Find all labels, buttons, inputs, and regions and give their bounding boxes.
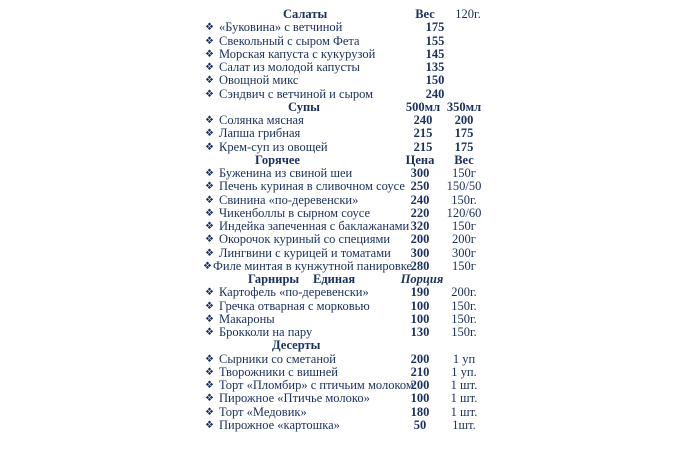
item-value-1: 190 — [410, 285, 430, 300]
item-name: Торт «Пломбир» с птичьим молоком — [219, 378, 414, 392]
menu-item — [0, 220, 680, 233]
menu-item — [0, 286, 680, 299]
bullet-icon: ❖ — [205, 88, 214, 100]
item-value-1: 300 — [410, 245, 430, 260]
item-value-2: 150г — [452, 219, 476, 233]
item-value-1: 155 — [425, 33, 445, 48]
item-value-2: 200 — [454, 113, 474, 127]
item-name: Овощной микс — [219, 73, 299, 88]
item-name: Сэндвич с ветчиной и сыром — [219, 86, 374, 101]
menu-item — [0, 114, 680, 127]
item-name: Салат из молодой капусты — [219, 60, 360, 74]
item-value-1: 240 — [413, 113, 433, 127]
item-value-1: 100 — [410, 298, 430, 313]
menu-item — [0, 247, 680, 260]
item-name: Чикенболлы в сырном соусе — [219, 205, 371, 220]
bullet-icon: ❖ — [205, 406, 214, 418]
item-value-1: 100 — [410, 311, 430, 326]
bullet-icon: ❖ — [205, 48, 214, 60]
item-value-1: 215 — [413, 139, 433, 154]
item-value-1: 200 — [410, 232, 430, 247]
item-name: Индейка запеченная с баклажанами — [219, 219, 410, 233]
item-value-2: 300г — [452, 245, 476, 260]
bullet-icon: ❖ — [205, 35, 214, 47]
bullet-icon: ❖ — [205, 419, 214, 431]
item-value-2: 175 — [454, 139, 474, 154]
item-value-2: 1 шт. — [450, 404, 478, 419]
item-name: Творожники с вишней — [219, 364, 338, 379]
bullet-icon: ❖ — [205, 287, 214, 299]
item-value-1: 210 — [410, 364, 430, 379]
item-name: Печень куриная в сливочном соусе — [219, 179, 405, 194]
column-header-1: Порция — [400, 272, 444, 286]
item-value-1: 175 — [425, 20, 445, 35]
bullet-icon: ❖ — [205, 366, 214, 378]
menu-item — [0, 141, 680, 154]
menu-item — [0, 313, 680, 326]
bullet-icon: ❖ — [205, 353, 214, 365]
section-title: Салаты — [283, 7, 328, 21]
item-value-1: 135 — [425, 60, 445, 74]
menu-item — [0, 194, 680, 207]
item-value-1: 300 — [410, 166, 430, 180]
menu-item — [0, 61, 680, 74]
section-title: Супы — [288, 99, 320, 114]
item-value-2: 1шт. — [452, 417, 476, 432]
item-name: Крем-суп из овощей — [219, 139, 328, 154]
item-name: Картофель «по-деревенски» — [219, 285, 369, 300]
bullet-icon: ❖ — [205, 207, 214, 219]
bullet-icon: ❖ — [205, 393, 214, 405]
item-name: Морская капуста с кукурузой — [219, 46, 376, 61]
item-value-1: 215 — [413, 126, 433, 141]
menu-item — [0, 419, 680, 432]
item-name: Брокколи на пару — [219, 325, 313, 339]
column-header-2: Вес — [454, 152, 474, 167]
section-header-hot — [0, 154, 680, 167]
section-header-desserts — [0, 339, 680, 352]
column-header-1: Вес — [415, 7, 435, 21]
item-value-1: 130 — [410, 325, 430, 339]
column-header-1: Цена — [405, 152, 435, 167]
item-name: Торт «Медовик» — [219, 404, 307, 419]
bullet-icon: ❖ — [203, 260, 212, 272]
bullet-icon: ❖ — [205, 168, 214, 179]
item-name: «Буковина» с ветчиной — [219, 20, 343, 35]
menu-item — [0, 326, 680, 339]
item-name: Сырники со сметаной — [219, 351, 336, 366]
item-value-2: 150г. — [451, 192, 477, 207]
item-name: Окорочок куриный со специями — [219, 232, 391, 247]
item-value-1: 200 — [410, 378, 430, 392]
column-header-1: 500мл — [405, 99, 441, 114]
section-header-salads — [0, 8, 680, 21]
menu-item — [0, 300, 680, 313]
section-title: Горячее — [255, 152, 300, 167]
bullet-icon: ❖ — [205, 313, 214, 325]
item-value-2: 150г. — [451, 311, 477, 326]
item-name: Солянка мясная — [219, 113, 304, 127]
menu-item — [0, 207, 680, 220]
item-value-2: 120/60 — [446, 205, 482, 220]
item-value-1: 220 — [410, 205, 430, 220]
item-value-2: 1 уп — [452, 351, 476, 366]
bullet-icon: ❖ — [205, 62, 214, 73]
section-header-garnish — [0, 273, 680, 286]
item-value-1: 320 — [410, 219, 430, 233]
bullet-icon: ❖ — [205, 380, 214, 391]
item-value-2: 150г — [452, 258, 476, 273]
bullet-icon: ❖ — [205, 221, 214, 232]
menu-item — [0, 260, 680, 273]
bullet-icon: ❖ — [205, 327, 214, 338]
item-value-2: 150г — [452, 166, 476, 180]
item-value-1: 145 — [425, 46, 445, 61]
menu-item — [0, 21, 680, 34]
bullet-icon: ❖ — [205, 22, 214, 34]
column-header-2: 350мл — [446, 99, 482, 114]
item-name: Пирожное «картошка» — [219, 417, 340, 432]
menu-item — [0, 180, 680, 193]
section-header-soups — [0, 101, 680, 114]
menu-item — [0, 233, 680, 246]
bullet-icon: ❖ — [205, 75, 214, 87]
item-name: Лингвини с курицей и томатами — [219, 245, 391, 260]
menu-item — [0, 406, 680, 419]
bullet-icon: ❖ — [205, 247, 214, 259]
item-value-2: 200г — [452, 232, 476, 247]
section-title-2: Единая — [313, 272, 356, 286]
item-name: Филе минтая в кунжутной панировке — [213, 258, 413, 273]
item-value-2: 150г. — [451, 298, 477, 313]
menu-item — [0, 379, 680, 392]
item-value-2: 150/50 — [446, 179, 482, 194]
bullet-icon: ❖ — [205, 141, 214, 153]
item-value-2: 1 уп. — [451, 364, 477, 379]
item-name: Пирожное «Птичье молоко» — [219, 391, 370, 406]
item-name: Макароны — [219, 311, 275, 326]
menu-item — [0, 35, 680, 48]
section-title: Гарниры — [248, 272, 300, 286]
menu-item — [0, 167, 680, 180]
item-name: Буженина из свиной шеи — [219, 166, 353, 180]
item-value-1: 240 — [425, 86, 445, 101]
item-value-1: 50 — [413, 417, 427, 432]
bullet-icon: ❖ — [205, 300, 214, 312]
section-title: Десерты — [272, 338, 321, 353]
item-value-2: 1 шт. — [450, 391, 478, 406]
item-value-2: 175 — [454, 126, 474, 141]
item-value-1: 180 — [410, 404, 430, 419]
menu-item — [0, 392, 680, 405]
bullet-icon: ❖ — [205, 128, 214, 140]
item-name: Гречка отварная с морковью — [219, 298, 370, 313]
menu-item — [0, 127, 680, 140]
menu-item — [0, 74, 680, 87]
item-value-2: 200г. — [451, 285, 477, 300]
menu-item — [0, 48, 680, 61]
bullet-icon: ❖ — [205, 234, 214, 246]
column-header-2: 120г. — [455, 7, 481, 21]
bullet-icon: ❖ — [205, 115, 214, 126]
item-value-1: 150 — [425, 73, 445, 88]
item-name: Свекольный с сыром Фета — [219, 33, 360, 48]
item-value-1: 250 — [410, 179, 430, 194]
item-value-1: 200 — [410, 351, 430, 366]
menu-item — [0, 353, 680, 366]
menu-item — [0, 88, 680, 101]
item-value-1: 100 — [410, 391, 430, 406]
bullet-icon: ❖ — [205, 194, 214, 206]
item-value-1: 240 — [410, 192, 430, 207]
item-value-1: 280 — [410, 258, 430, 273]
bullet-icon: ❖ — [205, 181, 214, 193]
item-value-2: 1 шт. — [450, 378, 478, 392]
item-value-2: 150г. — [451, 325, 477, 339]
item-name: Лапша грибная — [219, 126, 301, 141]
menu-item — [0, 366, 680, 379]
item-name: Свинина «по-деревенски» — [219, 192, 359, 207]
